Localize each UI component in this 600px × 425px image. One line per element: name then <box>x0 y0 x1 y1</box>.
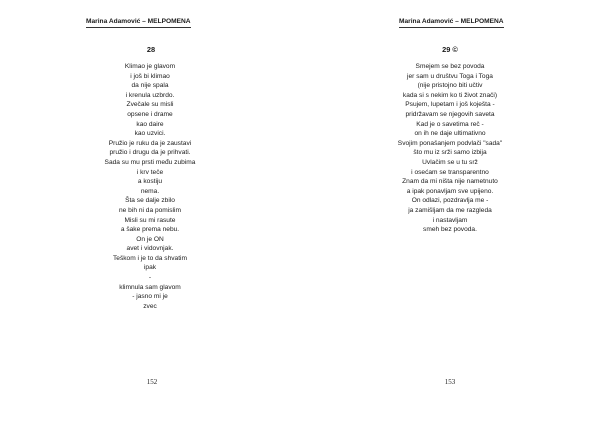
poem-line: Zvečale su misli <box>126 101 174 109</box>
page-right <box>300 0 600 425</box>
poem-line: zvec <box>143 302 157 310</box>
poem-line: Kad je o savetima reč - <box>416 120 484 128</box>
poem-line: kada si s nekim ko ti život znači) <box>402 91 498 99</box>
poem-line: a ipak ponavljam sve upijeno. <box>406 187 494 195</box>
poem-line: Svojim ponašanjem podvlači "sada" <box>397 139 503 147</box>
page-number: 152 <box>146 378 158 386</box>
poem-line: pružio i drugu da je prihvati. <box>109 149 191 157</box>
poem-text <box>0 62 302 311</box>
poem-line: i još bi klimao <box>130 72 170 80</box>
poem-line: i krenula uzbrdo. <box>125 91 175 99</box>
poem-line: on ih ne daje ultimativno <box>414 130 486 138</box>
poem-line: nema. <box>140 187 160 195</box>
poem-line: Smejem se bez povoda <box>415 63 485 70</box>
poem-line: što mu iz srži samo izbija <box>413 149 487 157</box>
poem-line: Psujem, lupetam i još koješta - <box>405 101 495 109</box>
page-number: 153 <box>444 378 456 386</box>
poem-line: Uvlačim se u tu srž <box>422 158 478 166</box>
poem-line: i osećam se transparentno <box>411 168 489 176</box>
poem-line: ja zamišljam da me razgleda <box>408 206 492 214</box>
poem-line: i nastavljam <box>432 216 468 224</box>
poem-line: a kostiju <box>137 178 163 186</box>
poem-line: Pružio je ruku da je zaustavi <box>108 139 192 147</box>
poem-number: 29 © <box>442 45 458 54</box>
poem-line: klimnula sam glavom <box>119 283 181 291</box>
poem-line: i krv teče <box>136 168 164 176</box>
poem-line: Misli su mi rasute <box>124 216 176 224</box>
poem-line: smeh bez povoda. <box>423 226 477 234</box>
poem-line: da nije spala <box>131 82 169 90</box>
poem-line: avet i vidovnjak. <box>126 245 174 253</box>
poem-line: pridržavam se njegovih saveta <box>405 110 495 118</box>
poem-line: kao daire <box>136 120 164 128</box>
poem-text <box>300 62 600 235</box>
poem-line: Klimao je glavom <box>124 63 176 70</box>
poem-line: kao uzvici. <box>134 130 166 138</box>
poem-line: ne bih ni da pomislim <box>119 206 181 214</box>
poem-line: - <box>148 274 152 282</box>
poem-line: jer sam u društvu Toga i Toga <box>407 72 493 80</box>
poem-line: ipak <box>143 264 157 272</box>
poem-line: Teškom i je to da shvatim <box>112 254 188 262</box>
poem-line: Znam da mi ništa nije nametnuto <box>402 178 498 186</box>
poem-line: a šake prema nebu. <box>120 226 180 234</box>
poem-line: - jasno mi je <box>132 293 168 301</box>
poem-line: opsene i drame <box>127 110 173 118</box>
poem-line: On je ON <box>136 235 164 243</box>
poem-line: Sada su mu prsti među zubima <box>104 158 196 166</box>
poem-line: On odlazi, pozdravlja me - <box>411 197 489 205</box>
running-header: Marina Adamović – MELPOMENA <box>399 18 504 28</box>
poem-number: 28 <box>146 45 156 54</box>
poem-line: Šta se dalje zbilo <box>125 197 175 205</box>
running-header: Marina Adamović – MELPOMENA <box>86 18 191 28</box>
poem-line: (nije pristojno biti učtiv <box>417 82 483 90</box>
